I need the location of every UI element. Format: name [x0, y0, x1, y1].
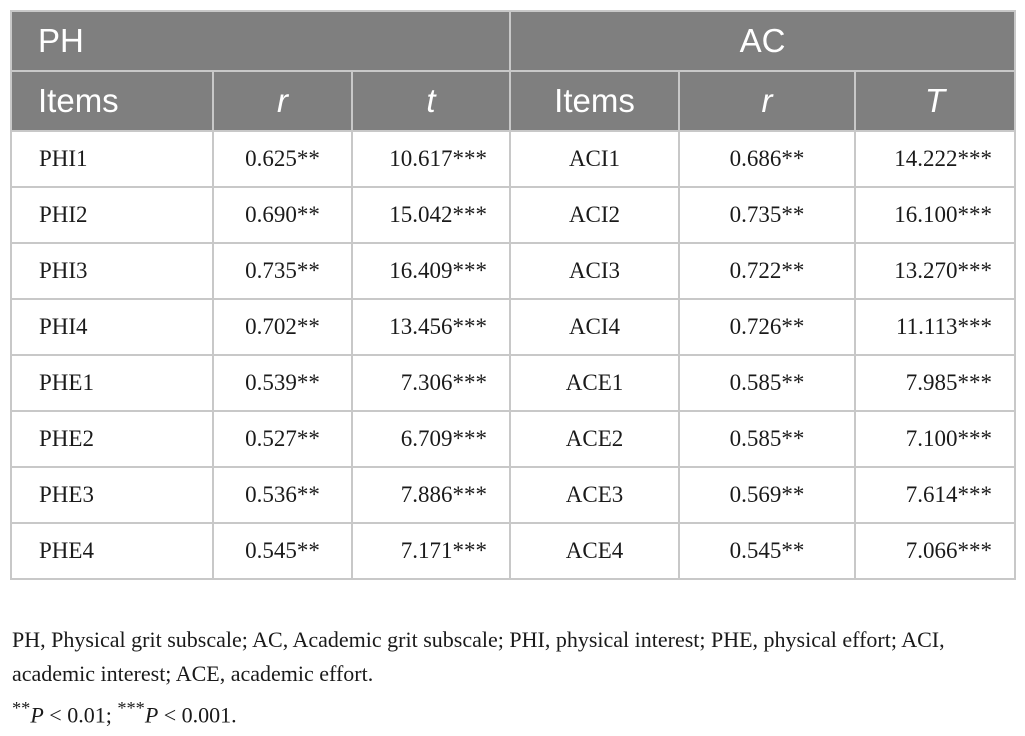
- cell-ac-r: 0.585**: [679, 355, 855, 411]
- cell-ph-r: 0.735**: [213, 243, 352, 299]
- cell-ac-r: 0.735**: [679, 187, 855, 243]
- cell-ph-item: PHI3: [11, 243, 213, 299]
- cell-ac-t: 7.100***: [855, 411, 1015, 467]
- table-row: [11, 299, 1015, 355]
- table-row: [11, 523, 1015, 579]
- table-row: [11, 467, 1015, 523]
- cell-ph-t: 7.306***: [352, 355, 510, 411]
- cell-ac-item: ACI2: [510, 187, 679, 243]
- cell-ac-r: 0.545**: [679, 523, 855, 579]
- table-row: [11, 187, 1015, 243]
- cell-ac-t: 7.614***: [855, 467, 1015, 523]
- cell-ph-item: PHE4: [11, 523, 213, 579]
- cell-ac-t: 13.270***: [855, 243, 1015, 299]
- cell-ac-t: 11.113***: [855, 299, 1015, 355]
- cell-ph-r: 0.536**: [213, 467, 352, 523]
- cell-ph-r: 0.545**: [213, 523, 352, 579]
- sig-var-a: P: [30, 702, 44, 728]
- cell-ac-t: 16.100***: [855, 187, 1015, 243]
- cell-ac-t: 7.985***: [855, 355, 1015, 411]
- cell-ph-r: 0.625**: [213, 131, 352, 187]
- cell-ph-r: 0.539**: [213, 355, 352, 411]
- cell-ph-item: PHE1: [11, 355, 213, 411]
- cell-ph-r: 0.690**: [213, 187, 352, 243]
- group-header-row: [11, 11, 1015, 71]
- cell-ac-item: ACE4: [510, 523, 679, 579]
- sig-text-a: < 0.01;: [43, 702, 118, 728]
- cell-ph-item: PHE2: [11, 411, 213, 467]
- col-header-items-ph: Items: [11, 71, 213, 131]
- cell-ph-t: 10.617***: [352, 131, 510, 187]
- sig-var-b: P: [144, 702, 159, 728]
- cell-ac-t: 14.222***: [855, 131, 1015, 187]
- group-header-ph: PH: [11, 11, 510, 71]
- cell-ph-r: 0.527**: [213, 411, 352, 467]
- cell-ph-t: 15.042***: [352, 187, 510, 243]
- cell-ph-t: 16.409***: [352, 243, 510, 299]
- table-row: [11, 355, 1015, 411]
- col-header-r-ac: r: [679, 71, 855, 131]
- cell-ac-item: ACE1: [510, 355, 679, 411]
- cell-ph-t: 7.171***: [352, 523, 510, 579]
- cell-ac-t: 7.066***: [855, 523, 1015, 579]
- cell-ph-item: PHI1: [11, 131, 213, 187]
- sig-marker-b: ***: [117, 698, 145, 718]
- table-row: [11, 243, 1015, 299]
- col-header-items-ac: Items: [510, 71, 679, 131]
- cell-ph-r: 0.702**: [213, 299, 352, 355]
- cell-ph-item: PHE3: [11, 467, 213, 523]
- table-footnote: [12, 623, 1017, 732]
- table-row: [11, 131, 1015, 187]
- col-header-t-ph: t: [352, 71, 510, 131]
- cell-ac-item: ACI4: [510, 299, 679, 355]
- cell-ph-t: 13.456***: [352, 299, 510, 355]
- column-header-row: [11, 71, 1015, 131]
- data-table-container: [10, 10, 1014, 580]
- cell-ac-item: ACE2: [510, 411, 679, 467]
- cell-ph-item: PHI4: [11, 299, 213, 355]
- footnote-abbreviations: PH, Physical grit subscale; AC, Academic grit subscale; PHI, physical interest; PHE, physical effort; ACI, academic interest; ACE, academic effort.: [12, 627, 945, 686]
- cell-ac-r: 0.722**: [679, 243, 855, 299]
- col-header-r-ph: r: [213, 71, 352, 131]
- cell-ac-r: 0.686**: [679, 131, 855, 187]
- grit-items-table: [10, 10, 1016, 580]
- cell-ac-item: ACE3: [510, 467, 679, 523]
- group-header-ac: AC: [510, 11, 1015, 71]
- cell-ac-item: ACI3: [510, 243, 679, 299]
- sig-text-b: < 0.001.: [158, 702, 237, 728]
- cell-ac-r: 0.585**: [679, 411, 855, 467]
- sig-marker-a: **: [12, 698, 31, 718]
- cell-ac-r: 0.569**: [679, 467, 855, 523]
- cell-ph-t: 6.709***: [352, 411, 510, 467]
- cell-ac-item: ACI1: [510, 131, 679, 187]
- cell-ph-t: 7.886***: [352, 467, 510, 523]
- cell-ph-item: PHI2: [11, 187, 213, 243]
- footnote-significance: [12, 691, 1017, 732]
- cell-ac-r: 0.726**: [679, 299, 855, 355]
- table-row: [11, 411, 1015, 467]
- col-header-t-ac: T: [855, 71, 1015, 131]
